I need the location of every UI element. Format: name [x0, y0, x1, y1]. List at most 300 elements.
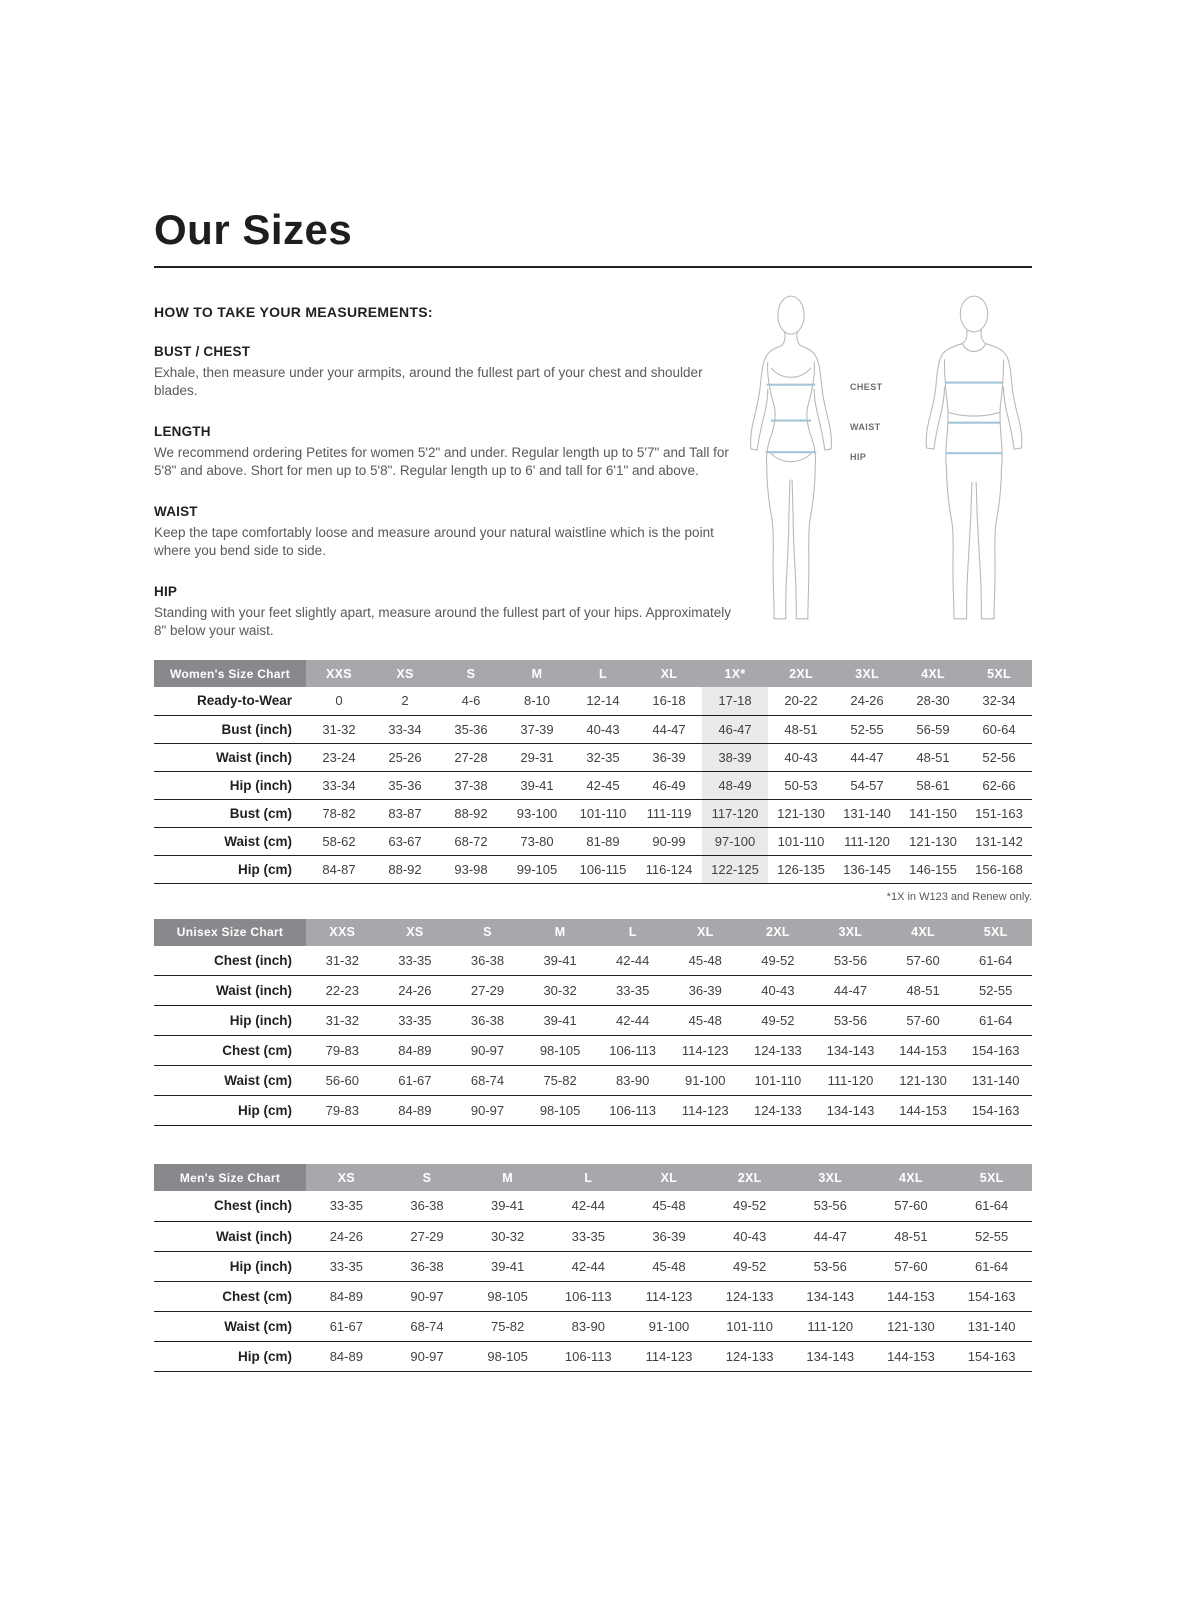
- size-cell: 50-53: [768, 771, 834, 799]
- size-cell: 114-123: [669, 1096, 742, 1126]
- column-header: 5XL: [959, 919, 1032, 946]
- column-header: XS: [306, 1164, 387, 1191]
- row-label: Waist (inch): [154, 743, 306, 771]
- size-cell: 29-31: [504, 743, 570, 771]
- column-header: 3XL: [834, 660, 900, 687]
- size-cell: 24-26: [379, 976, 452, 1006]
- size-cell: 31-32: [306, 715, 372, 743]
- column-header: 5XL: [966, 660, 1032, 687]
- row-label: Hip (inch): [154, 771, 306, 799]
- size-cell: 121-130: [900, 827, 966, 855]
- size-cell: 124-133: [742, 1096, 815, 1126]
- row-label: Bust (inch): [154, 715, 306, 743]
- size-cell: 42-44: [548, 1191, 629, 1221]
- table-header-row: [154, 1164, 1032, 1191]
- size-cell: 56-59: [900, 715, 966, 743]
- measurement-section-waist: [154, 504, 734, 560]
- row-label: Hip (inch): [154, 1251, 306, 1281]
- size-cell: 35-36: [438, 715, 504, 743]
- size-cell: 106-113: [548, 1281, 629, 1311]
- page-title: Our Sizes: [154, 206, 353, 253]
- table-row: [154, 1191, 1032, 1221]
- row-label: Hip (inch): [154, 1006, 306, 1036]
- row-label: Waist (inch): [154, 976, 306, 1006]
- size-cell: 36-38: [451, 1006, 524, 1036]
- size-cell: 114-123: [629, 1341, 710, 1371]
- size-cell: 44-47: [814, 976, 887, 1006]
- size-cell: 131-140: [834, 799, 900, 827]
- size-cell: 121-130: [887, 1066, 960, 1096]
- size-cell: 49-52: [709, 1251, 790, 1281]
- size-cell: 45-48: [669, 1006, 742, 1036]
- size-cell: 40-43: [742, 976, 815, 1006]
- mens-size-chart-block: [154, 1164, 1032, 1372]
- table-row: [154, 799, 1032, 827]
- column-header: S: [451, 919, 524, 946]
- size-table: [154, 1164, 1032, 1372]
- size-cell: 42-45: [570, 771, 636, 799]
- size-cell: 23-24: [306, 743, 372, 771]
- size-cell: 44-47: [834, 743, 900, 771]
- size-cell: 114-123: [629, 1281, 710, 1311]
- size-cell: 81-89: [570, 827, 636, 855]
- column-header: XL: [669, 919, 742, 946]
- size-cell: 27-29: [387, 1221, 468, 1251]
- figure-label-hip: HIP: [850, 452, 867, 462]
- table-row: [154, 1341, 1032, 1371]
- column-header: 2XL: [742, 919, 815, 946]
- size-cell: 131-142: [966, 827, 1032, 855]
- column-header: 4XL: [871, 1164, 952, 1191]
- row-label: Waist (cm): [154, 1066, 306, 1096]
- size-cell: 98-105: [467, 1341, 548, 1371]
- size-cell: 111-120: [834, 827, 900, 855]
- size-cell: 57-60: [871, 1191, 952, 1221]
- size-cell: 122-125: [702, 855, 768, 883]
- size-cell: 75-82: [467, 1311, 548, 1341]
- unisex-size-chart-block: [154, 919, 1032, 1127]
- column-header: M: [504, 660, 570, 687]
- size-cell: 131-140: [951, 1311, 1032, 1341]
- size-cell: 106-113: [548, 1341, 629, 1371]
- row-label: Chest (inch): [154, 946, 306, 976]
- title-divider: [154, 266, 1032, 268]
- size-cell: 84-87: [306, 855, 372, 883]
- size-cell: 20-22: [768, 687, 834, 715]
- size-cell: 75-82: [524, 1066, 597, 1096]
- figure-label-waist: WAIST: [850, 422, 881, 432]
- table-row: [154, 715, 1032, 743]
- size-cell: 8-10: [504, 687, 570, 715]
- table-title: Men's Size Chart: [154, 1164, 306, 1191]
- column-header: XXS: [306, 660, 372, 687]
- size-cell: 53-56: [814, 1006, 887, 1036]
- row-label: Hip (cm): [154, 855, 306, 883]
- size-cell: 144-153: [887, 1036, 960, 1066]
- size-cell: 53-56: [790, 1251, 871, 1281]
- column-header: 3XL: [814, 919, 887, 946]
- figure-illustrations: [732, 294, 1032, 646]
- size-cell: 134-143: [790, 1341, 871, 1371]
- size-cell: 101-110: [742, 1066, 815, 1096]
- row-label: Waist (cm): [154, 1311, 306, 1341]
- female-figure-illustration: [738, 294, 844, 642]
- row-label: Chest (inch): [154, 1191, 306, 1221]
- measurement-section-length: [154, 424, 734, 480]
- size-cell: 49-52: [742, 946, 815, 976]
- measurements-section: [154, 304, 1032, 656]
- size-cell: 40-43: [768, 743, 834, 771]
- size-cell: 42-44: [548, 1251, 629, 1281]
- column-header: 4XL: [900, 660, 966, 687]
- size-cell: 63-67: [372, 827, 438, 855]
- size-cell: 33-35: [306, 1191, 387, 1221]
- size-cell: 84-89: [306, 1281, 387, 1311]
- size-cell: 52-55: [959, 976, 1032, 1006]
- size-cell: 53-56: [790, 1191, 871, 1221]
- column-header: 3XL: [790, 1164, 871, 1191]
- size-cell: 33-35: [306, 1251, 387, 1281]
- column-header: M: [467, 1164, 548, 1191]
- size-cell: 33-35: [596, 976, 669, 1006]
- size-cell: 154-163: [959, 1036, 1032, 1066]
- size-cell: 48-51: [887, 976, 960, 1006]
- table-title: Unisex Size Chart: [154, 919, 306, 946]
- size-cell: 116-124: [636, 855, 702, 883]
- size-cell: 12-14: [570, 687, 636, 715]
- size-cell: 156-168: [966, 855, 1032, 883]
- size-cell: 38-39: [702, 743, 768, 771]
- size-cell: 36-38: [387, 1251, 468, 1281]
- section-body-length: We recommend ordering Petites for women 5'2" and under. Regular length up to 5'7" and Tall for 5'8" and above. Short for men up to 5'8". Regular length up to 6' and tall for 6'1" and above.: [154, 444, 729, 478]
- size-cell: 58-62: [306, 827, 372, 855]
- size-cell: 40-43: [709, 1221, 790, 1251]
- size-cell: 88-92: [372, 855, 438, 883]
- size-cell: 42-44: [596, 1006, 669, 1036]
- female-measure-lines: [766, 385, 817, 452]
- size-cell: 101-110: [768, 827, 834, 855]
- size-cell: 30-32: [467, 1221, 548, 1251]
- row-label: Bust (cm): [154, 799, 306, 827]
- size-cell: 124-133: [709, 1341, 790, 1371]
- size-cell: 114-123: [669, 1036, 742, 1066]
- size-cell: 124-133: [709, 1281, 790, 1311]
- size-cell: 37-39: [504, 715, 570, 743]
- size-cell: 48-49: [702, 771, 768, 799]
- size-cell: 45-48: [669, 946, 742, 976]
- size-cell: 90-97: [387, 1281, 468, 1311]
- table-header-row: [154, 660, 1032, 687]
- column-header: S: [387, 1164, 468, 1191]
- row-label: Waist (inch): [154, 1221, 306, 1251]
- measurements-text-column: [154, 304, 734, 640]
- size-cell: 61-64: [951, 1191, 1032, 1221]
- size-cell: 83-90: [548, 1311, 629, 1341]
- size-cell: 25-26: [372, 743, 438, 771]
- size-cell: 0: [306, 687, 372, 715]
- size-cell: 154-163: [959, 1096, 1032, 1126]
- table-row: [154, 1066, 1032, 1096]
- size-cell: 45-48: [629, 1251, 710, 1281]
- size-cell: 61-64: [951, 1251, 1032, 1281]
- size-cell: 28-30: [900, 687, 966, 715]
- size-cell: 98-105: [467, 1281, 548, 1311]
- row-label: Ready-to-Wear: [154, 687, 306, 715]
- mens-size-chart-table: [154, 1164, 1032, 1372]
- womens-size-chart-block: [154, 660, 1032, 903]
- size-cell: 57-60: [887, 946, 960, 976]
- size-cell: 24-26: [306, 1221, 387, 1251]
- size-cell: 42-44: [596, 946, 669, 976]
- table-row: [154, 1251, 1032, 1281]
- size-cell: 31-32: [306, 946, 379, 976]
- size-cell: 111-119: [636, 799, 702, 827]
- size-cell: 52-55: [951, 1221, 1032, 1251]
- size-cell: 33-35: [379, 946, 452, 976]
- size-cell: 33-35: [548, 1221, 629, 1251]
- table-row: [154, 771, 1032, 799]
- size-cell: 73-80: [504, 827, 570, 855]
- size-cell: 58-61: [900, 771, 966, 799]
- size-cell: 36-38: [451, 946, 524, 976]
- table-row: [154, 1036, 1032, 1066]
- column-header: 2XL: [709, 1164, 790, 1191]
- table-row: [154, 1281, 1032, 1311]
- column-header: XL: [629, 1164, 710, 1191]
- table-row: [154, 687, 1032, 715]
- size-cell: 88-92: [438, 799, 504, 827]
- size-cell: 48-51: [871, 1221, 952, 1251]
- size-cell: 144-153: [871, 1281, 952, 1311]
- size-cell: 17-18: [702, 687, 768, 715]
- size-cell: 31-32: [306, 1006, 379, 1036]
- size-cell: 49-52: [709, 1191, 790, 1221]
- size-cell: 4-6: [438, 687, 504, 715]
- section-body-waist: Keep the tape comfortably loose and measure around your natural waistline which is the point where you bend side to side.: [154, 524, 714, 558]
- size-cell: 35-36: [372, 771, 438, 799]
- size-cell: 98-105: [524, 1036, 597, 1066]
- size-cell: 57-60: [887, 1006, 960, 1036]
- size-cell: 106-113: [596, 1096, 669, 1126]
- size-cell: 44-47: [790, 1221, 871, 1251]
- column-header: XS: [379, 919, 452, 946]
- size-cell: 52-55: [834, 715, 900, 743]
- size-cell: 98-105: [524, 1096, 597, 1126]
- unisex-size-chart-table: [154, 919, 1032, 1127]
- size-cell: 46-47: [702, 715, 768, 743]
- table-title: Women's Size Chart: [154, 660, 306, 687]
- row-label: Chest (cm): [154, 1036, 306, 1066]
- table-row: [154, 1006, 1032, 1036]
- size-cell: 101-110: [570, 799, 636, 827]
- column-header: 2XL: [768, 660, 834, 687]
- male-figure-illustration: [916, 294, 1032, 642]
- column-header: 1X*: [702, 660, 768, 687]
- size-cell: 44-47: [636, 715, 702, 743]
- size-cell: 101-110: [709, 1311, 790, 1341]
- size-cell: 49-52: [742, 1006, 815, 1036]
- table-row: [154, 855, 1032, 883]
- column-header: 5XL: [951, 1164, 1032, 1191]
- column-header: M: [524, 919, 597, 946]
- size-cell: 106-113: [596, 1036, 669, 1066]
- size-table: [154, 660, 1032, 884]
- table-header-row: [154, 919, 1032, 946]
- size-cell: 32-35: [570, 743, 636, 771]
- size-cell: 83-90: [596, 1066, 669, 1096]
- womens-chart-footnote: *1X in W123 and Renew only.: [886, 890, 1032, 903]
- size-cell: 40-43: [570, 715, 636, 743]
- size-cell: 84-89: [306, 1341, 387, 1371]
- size-cell: 144-153: [887, 1096, 960, 1126]
- size-cell: 68-72: [438, 827, 504, 855]
- column-header: 4XL: [887, 919, 960, 946]
- section-title-bust-chest: BUST / CHEST: [154, 344, 251, 359]
- size-cell: 52-56: [966, 743, 1032, 771]
- size-cell: 54-57: [834, 771, 900, 799]
- size-cell: 93-98: [438, 855, 504, 883]
- size-cell: 62-66: [966, 771, 1032, 799]
- section-title-length: LENGTH: [154, 423, 211, 439]
- size-cell: 111-120: [814, 1066, 887, 1096]
- size-cell: 111-120: [790, 1311, 871, 1341]
- column-header: L: [596, 919, 669, 946]
- size-cell: 33-34: [306, 771, 372, 799]
- table-row: [154, 946, 1032, 976]
- table-row: [154, 743, 1032, 771]
- size-cell: 48-51: [768, 715, 834, 743]
- section-body-hip: Standing with your feet slightly apart, measure around the fullest part of your hips. Approximately 8" below your waist.: [154, 604, 732, 638]
- column-header: XS: [372, 660, 438, 687]
- size-cell: 99-105: [504, 855, 570, 883]
- size-cell: 36-39: [636, 743, 702, 771]
- size-cell: 61-67: [306, 1311, 387, 1341]
- male-measure-lines: [946, 383, 1003, 454]
- size-cell: 68-74: [451, 1066, 524, 1096]
- row-label: Hip (cm): [154, 1341, 306, 1371]
- table-row: [154, 1096, 1032, 1126]
- table-row: [154, 976, 1032, 1006]
- size-cell: 39-41: [467, 1251, 548, 1281]
- size-cell: 39-41: [524, 946, 597, 976]
- size-cell: 53-56: [814, 946, 887, 976]
- size-guide-page: [154, 206, 1032, 1372]
- size-cell: 91-100: [669, 1066, 742, 1096]
- size-cell: 33-35: [379, 1006, 452, 1036]
- size-cell: 117-120: [702, 799, 768, 827]
- figure-label-chest: CHEST: [850, 382, 883, 392]
- table-row: [154, 1221, 1032, 1251]
- size-cell: 154-163: [951, 1281, 1032, 1311]
- size-cell: 106-115: [570, 855, 636, 883]
- size-cell: 45-48: [629, 1191, 710, 1221]
- size-cell: 36-39: [629, 1221, 710, 1251]
- size-cell: 27-29: [451, 976, 524, 1006]
- table-row: [154, 827, 1032, 855]
- column-header: XL: [636, 660, 702, 687]
- size-cell: 144-153: [871, 1341, 952, 1371]
- size-cell: 97-100: [702, 827, 768, 855]
- size-cell: 36-38: [387, 1191, 468, 1221]
- size-cell: 56-60: [306, 1066, 379, 1096]
- size-cell: 134-143: [790, 1281, 871, 1311]
- size-cell: 2: [372, 687, 438, 715]
- size-cell: 61-67: [379, 1066, 452, 1096]
- size-cell: 24-26: [834, 687, 900, 715]
- size-cell: 46-49: [636, 771, 702, 799]
- size-cell: 84-89: [379, 1096, 452, 1126]
- measurement-section-hip: [154, 584, 734, 640]
- size-cell: 60-64: [966, 715, 1032, 743]
- size-cell: 90-99: [636, 827, 702, 855]
- row-label: Waist (cm): [154, 827, 306, 855]
- size-cell: 79-83: [306, 1096, 379, 1126]
- size-cell: 37-38: [438, 771, 504, 799]
- size-cell: 39-41: [504, 771, 570, 799]
- size-cell: 30-32: [524, 976, 597, 1006]
- size-cell: 134-143: [814, 1096, 887, 1126]
- size-cell: 121-130: [871, 1311, 952, 1341]
- size-cell: 83-87: [372, 799, 438, 827]
- size-cell: 124-133: [742, 1036, 815, 1066]
- size-cell: 126-135: [768, 855, 834, 883]
- column-header: L: [548, 1164, 629, 1191]
- size-cell: 48-51: [900, 743, 966, 771]
- column-header: XXS: [306, 919, 379, 946]
- size-cell: 22-23: [306, 976, 379, 1006]
- size-cell: 131-140: [959, 1066, 1032, 1096]
- size-cell: 90-97: [451, 1036, 524, 1066]
- size-cell: 151-163: [966, 799, 1032, 827]
- size-cell: 121-130: [768, 799, 834, 827]
- size-cell: 27-28: [438, 743, 504, 771]
- table-row: [154, 1311, 1032, 1341]
- size-cell: 33-34: [372, 715, 438, 743]
- size-cell: 57-60: [871, 1251, 952, 1281]
- size-cell: 93-100: [504, 799, 570, 827]
- column-header: S: [438, 660, 504, 687]
- section-body-bust-chest: Exhale, then measure under your armpits, around the fullest part of your chest and shoulder blades.: [154, 365, 703, 398]
- size-cell: 61-64: [959, 946, 1032, 976]
- size-cell: 39-41: [467, 1191, 548, 1221]
- size-cell: 78-82: [306, 799, 372, 827]
- size-table: [154, 919, 1032, 1127]
- size-cell: 68-74: [387, 1311, 468, 1341]
- size-cell: 79-83: [306, 1036, 379, 1066]
- size-cell: 90-97: [387, 1341, 468, 1371]
- size-cell: 36-39: [669, 976, 742, 1006]
- measurement-section-bust-chest: [154, 344, 734, 400]
- column-header: L: [570, 660, 636, 687]
- size-cell: 90-97: [451, 1096, 524, 1126]
- size-cell: 84-89: [379, 1036, 452, 1066]
- womens-size-chart-table: [154, 660, 1032, 884]
- size-cell: 136-145: [834, 855, 900, 883]
- section-title-waist: WAIST: [154, 503, 198, 519]
- size-cell: 134-143: [814, 1036, 887, 1066]
- row-label: Hip (cm): [154, 1096, 306, 1126]
- size-cell: 141-150: [900, 799, 966, 827]
- size-cell: 146-155: [900, 855, 966, 883]
- measurements-heading: HOW TO TAKE YOUR MEASUREMENTS:: [154, 304, 433, 320]
- size-cell: 154-163: [951, 1341, 1032, 1371]
- size-cell: 32-34: [966, 687, 1032, 715]
- size-cell: 16-18: [636, 687, 702, 715]
- row-label: Chest (cm): [154, 1281, 306, 1311]
- size-cell: 39-41: [524, 1006, 597, 1036]
- size-cell: 91-100: [629, 1311, 710, 1341]
- size-cell: 61-64: [959, 1006, 1032, 1036]
